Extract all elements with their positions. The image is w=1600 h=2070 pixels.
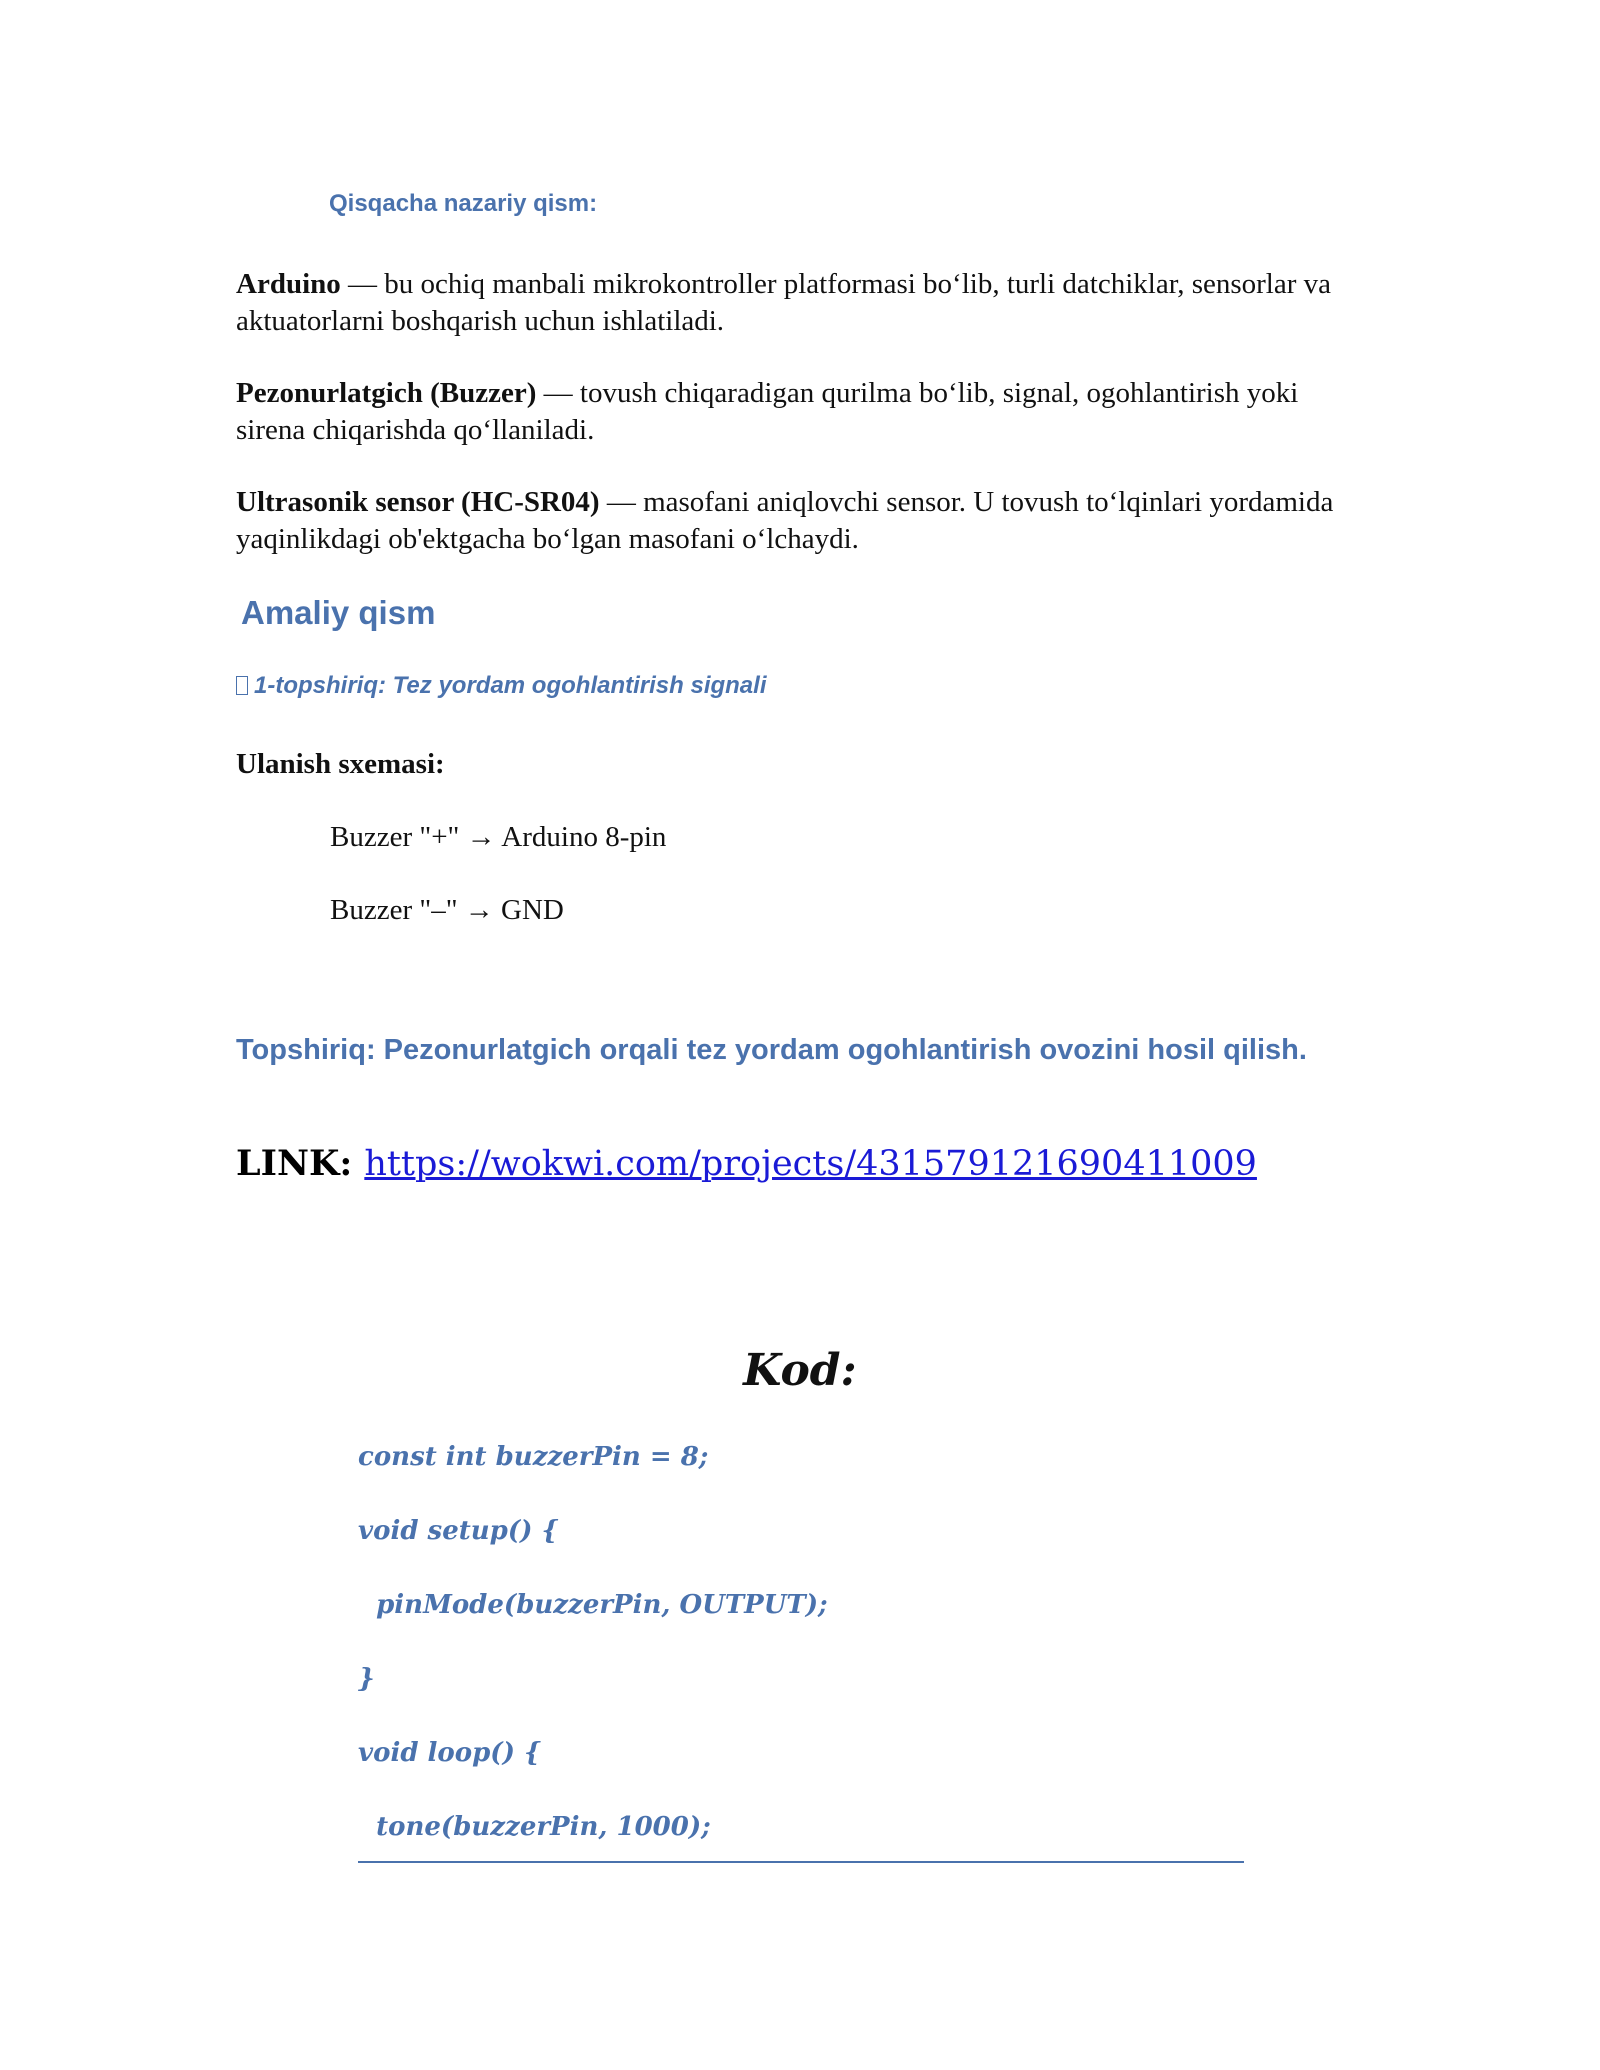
link-row xyxy=(236,1143,1257,1184)
task-title xyxy=(236,672,766,700)
paragraph-buzzer xyxy=(236,375,1356,449)
paragraph-arduino xyxy=(236,266,1356,340)
paragraph-text: — bu ochiq manbali mikrokontroller platformasi bo‘lib, turli datchiklar, sensorlar va aktuatorlarni boshqarish uchun ishlatiladi. xyxy=(236,268,1331,337)
code-heading: Kod: xyxy=(743,1345,857,1396)
section-subtitle: Qisqacha nazariy qism: xyxy=(329,190,598,217)
wiring-line: Buzzer "+" → Arduino 8-pin xyxy=(330,821,667,853)
wiring-heading: Ulanish sxemasi: xyxy=(236,748,445,780)
practical-heading: Amaliy qism xyxy=(241,594,436,631)
link-label: LINK: xyxy=(236,1143,353,1184)
code-line: void setup() { xyxy=(358,1516,559,1546)
project-link[interactable]: https://wokwi.com/projects/431579121690411009 xyxy=(364,1144,1257,1184)
code-line: void loop() { xyxy=(358,1738,541,1768)
placeholder-glyph-icon xyxy=(236,676,248,695)
code-line: const int buzzerPin = 8; xyxy=(358,1442,709,1472)
paragraph-ultrasonic xyxy=(236,484,1356,558)
task-title-text: 1-topshiriq: Tez yordam ogohlantirish signali xyxy=(254,672,767,699)
paragraph-text: — masofani aniqlovchi sensor. U tovush to‘lqinlari yordamida yaqinlikdagi ob'ektgacha bo‘lgan masofani o‘lchaydi. xyxy=(236,486,1334,555)
assignment-text: Topshiriq: Pezonurlatgich orqali tez yordam ogohlantirish ovozini hosil qilish. xyxy=(236,1034,1307,1066)
paragraph-term: Pezonurlatgich (Buzzer) xyxy=(236,377,537,409)
code-line: tone(buzzerPin, 1000); xyxy=(358,1812,711,1842)
wiring-line: Buzzer "–" → GND xyxy=(330,894,564,926)
paragraph-text: — tovush chiqaradigan qurilma bo‘lib, signal, ogohlantirish yoki sirena chiqarishda qo‘llaniladi. xyxy=(236,377,1299,446)
code-line: } xyxy=(358,1664,375,1694)
paragraph-term: Arduino xyxy=(236,268,341,300)
code-line: pinMode(buzzerPin, OUTPUT); xyxy=(358,1590,828,1620)
paragraph-term: Ultrasonik sensor (HC-SR04) xyxy=(236,486,600,518)
code-underline-divider xyxy=(358,1861,1244,1863)
